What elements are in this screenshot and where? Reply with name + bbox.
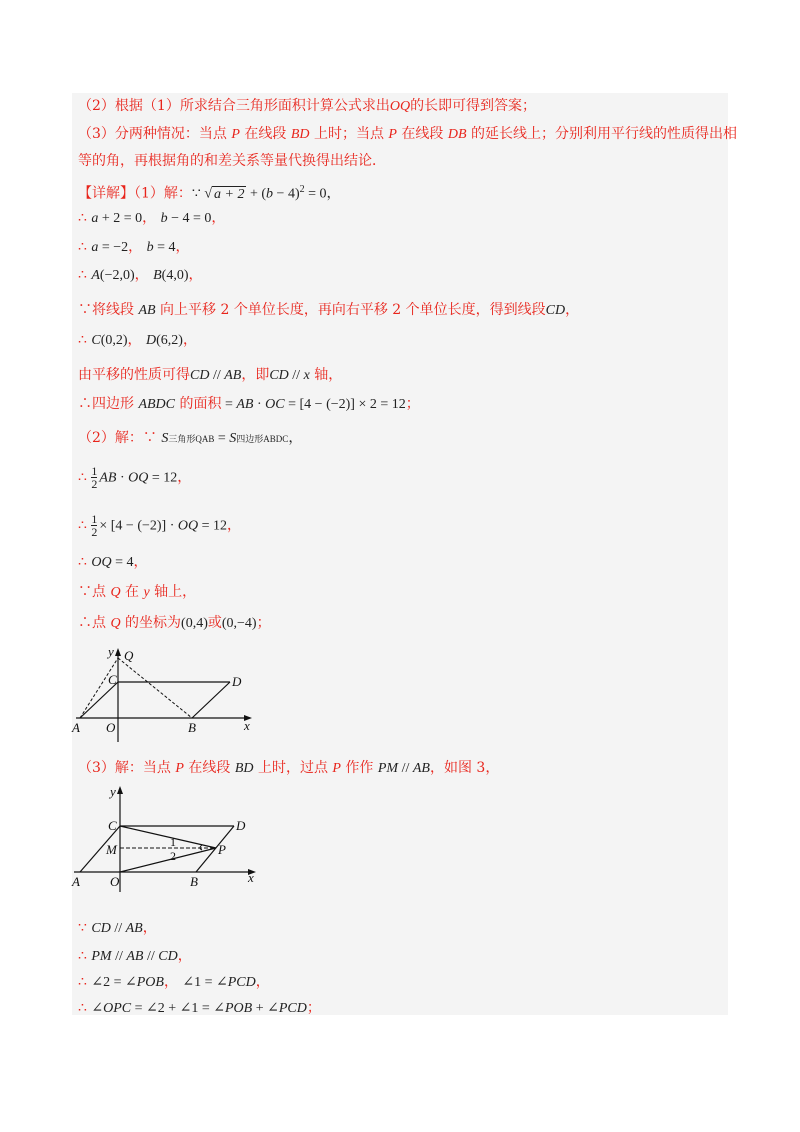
math-symbol: P xyxy=(231,127,240,142)
fraction: $\frac{1}{2}$ xyxy=(91,464,98,491)
text-run: 等的角，再根据角的和差关系等量代换得出结论． xyxy=(78,153,386,169)
solution-line xyxy=(78,96,536,117)
text-run: 在线段 xyxy=(239,126,291,142)
figure-1-coordinate-diagram xyxy=(70,646,260,742)
text-run: 的长即可得到答案； xyxy=(410,98,537,114)
math-symbol: AB xyxy=(224,368,242,383)
solution-line xyxy=(78,394,420,415)
text-run: ∴ xyxy=(78,210,92,226)
text-run: ∴ xyxy=(78,517,92,534)
solution-line xyxy=(78,513,241,538)
math-symbol: OQ xyxy=(389,99,411,114)
text-run: = xyxy=(214,431,230,446)
text-run: = xyxy=(221,397,237,412)
math-symbol: P xyxy=(332,761,341,776)
text-run: // xyxy=(110,921,126,936)
solution-line xyxy=(78,124,737,145)
text-run: 2 xyxy=(299,184,305,195)
text-run: ， xyxy=(288,431,303,446)
solution-line xyxy=(78,208,225,229)
text-run: ， xyxy=(142,920,157,936)
text-run: (0,−4) xyxy=(221,616,257,631)
text-run: ∵将线段 xyxy=(78,302,139,318)
math-symbol: OQ xyxy=(128,470,149,486)
text-run: 【详解】（1）解： xyxy=(78,185,192,202)
text-run: ∴ xyxy=(78,267,92,283)
text-run: ∵ xyxy=(78,920,92,936)
text-run: （2）解： xyxy=(78,430,143,446)
text-run: ∴ xyxy=(78,239,92,255)
text-run: ∵ xyxy=(191,186,205,202)
solution-line xyxy=(78,365,342,386)
segment-qb-dashed xyxy=(118,658,192,718)
math-symbol: POB xyxy=(224,1001,253,1016)
label-c: C xyxy=(108,672,117,687)
math-symbol: BD xyxy=(234,761,254,776)
solution-line xyxy=(78,180,341,205)
solution-line xyxy=(78,613,271,634)
text-run: ，如图 3， xyxy=(429,760,500,776)
text-run: ∴ xyxy=(78,332,92,348)
text-run: ， xyxy=(211,210,226,226)
solution-line xyxy=(78,758,499,779)
segment-bd xyxy=(196,826,234,872)
label-p: P xyxy=(218,842,226,857)
label-b: B xyxy=(190,874,198,889)
text-run: · xyxy=(253,397,266,412)
solution-line xyxy=(78,428,302,449)
math-symbol: CD xyxy=(190,368,210,383)
text-run: ； xyxy=(256,615,271,631)
text-run: ∴ xyxy=(78,974,92,990)
math-symbol: b xyxy=(266,186,274,202)
text-run: 在线段 xyxy=(396,126,448,142)
text-run: = 12 xyxy=(148,470,178,486)
text-run: （2）根据（1）所求结合三角形面积计算公式求出 xyxy=(78,98,390,114)
text-run: + 2 = 0 xyxy=(98,211,143,226)
math-symbol: OC xyxy=(265,397,285,412)
text-run: ，即 xyxy=(241,367,270,383)
math-symbol: BD xyxy=(290,127,310,142)
solution-line xyxy=(78,237,190,258)
text-run: ， xyxy=(177,469,192,486)
math-symbol: B xyxy=(153,268,162,283)
math-symbol: y xyxy=(143,585,150,600)
math-symbol: A xyxy=(91,268,100,283)
math-symbol: CD xyxy=(158,949,178,964)
text-run: 向上平移 2 个单位长度，再向右平移 2 个单位长度，得到线段 xyxy=(155,302,546,318)
math-symbol: POB xyxy=(136,975,164,990)
label-o: O xyxy=(106,720,116,735)
text-run: − 4 = 0 xyxy=(167,211,212,226)
text-run: ， xyxy=(163,974,183,990)
segment-bd xyxy=(192,682,230,718)
solution-line xyxy=(78,998,321,1019)
text-run: = 4 xyxy=(111,555,134,570)
label-o: O xyxy=(110,874,120,889)
text-run: ∴点 xyxy=(78,615,111,631)
math-symbol: AB xyxy=(126,949,144,964)
label-y: y xyxy=(110,784,116,799)
text-run: (6,2) xyxy=(156,333,183,348)
text-run: ， xyxy=(182,332,197,348)
solution-line xyxy=(78,946,192,967)
figure-2-coordinate-diagram xyxy=(70,784,264,892)
text-run: (−2,0) xyxy=(99,268,135,283)
text-run: ， xyxy=(127,332,146,348)
math-symbol: CD xyxy=(269,368,289,383)
text-run: 在 xyxy=(120,584,144,600)
solution-line xyxy=(78,300,579,321)
text-run: + ∠ xyxy=(252,1001,279,1016)
text-run: ， xyxy=(326,186,341,202)
label-b: B xyxy=(188,720,196,735)
text-run: = −2 xyxy=(98,240,129,255)
math-symbol: AB xyxy=(99,470,117,486)
math-symbol: PCD xyxy=(278,1001,307,1016)
text-run: ， xyxy=(133,554,148,570)
solution-line xyxy=(78,552,148,573)
math-symbol: D xyxy=(145,333,157,348)
math-symbol: OQ xyxy=(177,518,199,534)
text-run: = 4 xyxy=(153,240,176,255)
math-symbol: OQ xyxy=(91,555,112,570)
segment-op xyxy=(120,848,216,872)
y-axis-arrow xyxy=(117,786,123,794)
text-run: (4,0) xyxy=(161,268,189,283)
text-run: 上时，过点 xyxy=(253,760,333,776)
math-symbol: P xyxy=(388,127,397,142)
math-symbol: b xyxy=(146,240,154,255)
solution-line xyxy=(78,972,270,993)
text-run: 作作 xyxy=(340,760,378,776)
solution-line xyxy=(78,582,196,603)
text-run: · xyxy=(116,470,129,486)
label-m: M xyxy=(106,842,117,857)
text-run: // xyxy=(209,368,225,383)
text-run: ∵点 xyxy=(78,584,111,600)
math-symbol: a + 2 xyxy=(214,186,245,202)
text-run: ， xyxy=(142,210,161,226)
text-run: √ xyxy=(204,186,213,202)
math-symbol: PM xyxy=(91,949,112,964)
text-run: ∵ xyxy=(142,430,162,446)
math-symbol: a xyxy=(91,211,99,226)
y-axis-arrow xyxy=(115,648,121,656)
text-run: ∠ xyxy=(91,1001,104,1016)
text-run: （3）解：当点 xyxy=(78,760,176,776)
math-symbol: AB xyxy=(125,921,143,936)
text-run: ， xyxy=(175,239,190,255)
label-x: x xyxy=(248,870,254,885)
text-run: 上时；当点 xyxy=(309,126,389,142)
text-run: (0,4) xyxy=(181,616,208,631)
text-run: 的坐标为 xyxy=(120,615,182,631)
text-run: ， xyxy=(177,948,192,964)
math-symbol: a xyxy=(91,240,99,255)
text-run: ， xyxy=(255,974,270,990)
text-run: ∠1 = ∠ xyxy=(182,975,228,990)
math-symbol: ABDC xyxy=(138,397,176,412)
text-run: 轴， xyxy=(309,367,343,383)
math-symbol: P xyxy=(175,761,184,776)
math-symbol: Q xyxy=(110,616,121,631)
text-run: = 12 xyxy=(198,518,227,534)
text-run: // xyxy=(143,949,159,964)
math-symbol: S xyxy=(161,431,169,446)
text-run: × [4 − (−2)] · xyxy=(99,518,178,534)
text-run: = 0 xyxy=(304,186,327,202)
solution-line xyxy=(78,151,386,171)
solution-line xyxy=(78,330,197,351)
math-symbol: OPC xyxy=(103,1001,132,1016)
text-run: 四边形ABDC xyxy=(236,434,289,444)
text-run: // xyxy=(398,761,413,776)
label-y: y xyxy=(108,646,114,659)
math-symbol: PCD xyxy=(227,975,256,990)
math-symbol: PM xyxy=(377,761,399,776)
math-symbol: C xyxy=(91,333,101,348)
solution-line xyxy=(78,918,157,939)
text-run: ， xyxy=(128,239,147,255)
label-c: C xyxy=(108,818,117,833)
text-run: ∴ xyxy=(78,1000,92,1016)
text-run: ∴ xyxy=(78,554,92,570)
text-run: 在线段 xyxy=(183,760,235,776)
text-run: ， xyxy=(134,267,154,283)
math-symbol: x xyxy=(303,368,310,383)
math-symbol: Q xyxy=(110,585,121,600)
text-run: 或 xyxy=(207,615,222,631)
text-run: ∠2 = ∠ xyxy=(91,975,137,990)
math-symbol: DB xyxy=(447,127,467,142)
text-run: 三角形QAB xyxy=(168,434,215,444)
label-d: D xyxy=(232,674,242,689)
text-run: （3）分两种情况：当点 xyxy=(78,126,232,142)
text-run: 轴上， xyxy=(149,584,197,600)
text-run: // xyxy=(111,949,127,964)
text-run: ∴ xyxy=(78,469,92,486)
text-run: ∴ xyxy=(78,948,92,964)
math-symbol: AB xyxy=(236,397,254,412)
label-a: A xyxy=(72,720,80,735)
text-run: ∴四边形 xyxy=(78,396,139,412)
math-symbol: CD xyxy=(91,921,111,936)
label-x: x xyxy=(244,718,250,733)
text-run: // xyxy=(288,368,304,383)
label-angle-2: 2 xyxy=(170,849,176,863)
label-a: A xyxy=(72,874,80,889)
math-symbol: S xyxy=(229,431,237,446)
text-run: ； xyxy=(405,396,420,412)
math-symbol: CD xyxy=(545,303,566,318)
math-symbol: b xyxy=(160,211,168,226)
math-symbol: AB xyxy=(138,303,156,318)
text-run: ， xyxy=(188,267,203,283)
text-run: ， xyxy=(565,302,580,318)
text-run: 的延长线上；分别利用平行线的性质得出相 xyxy=(466,126,737,142)
solution-line xyxy=(78,265,203,286)
text-run: ； xyxy=(306,1000,321,1016)
label-d: D xyxy=(236,818,246,833)
solution-line xyxy=(78,465,191,490)
text-run: ， xyxy=(227,517,241,534)
label-q: Q xyxy=(124,648,134,663)
fraction: $\frac{1}{2}$ xyxy=(91,512,98,539)
text-run: − 4) xyxy=(273,186,300,202)
text-run: (0,2) xyxy=(100,333,128,348)
math-symbol: AB xyxy=(412,761,430,776)
text-run: 由平移的性质可得 xyxy=(78,367,190,383)
label-angle-1: 1 xyxy=(170,835,176,849)
text-run: = ∠2 + ∠1 = ∠ xyxy=(131,1001,225,1016)
text-run: 的面积 xyxy=(175,396,222,412)
text-run: = [4 − (−2)] × 2 = 12 xyxy=(284,397,406,412)
text-run: + ( xyxy=(246,186,267,202)
